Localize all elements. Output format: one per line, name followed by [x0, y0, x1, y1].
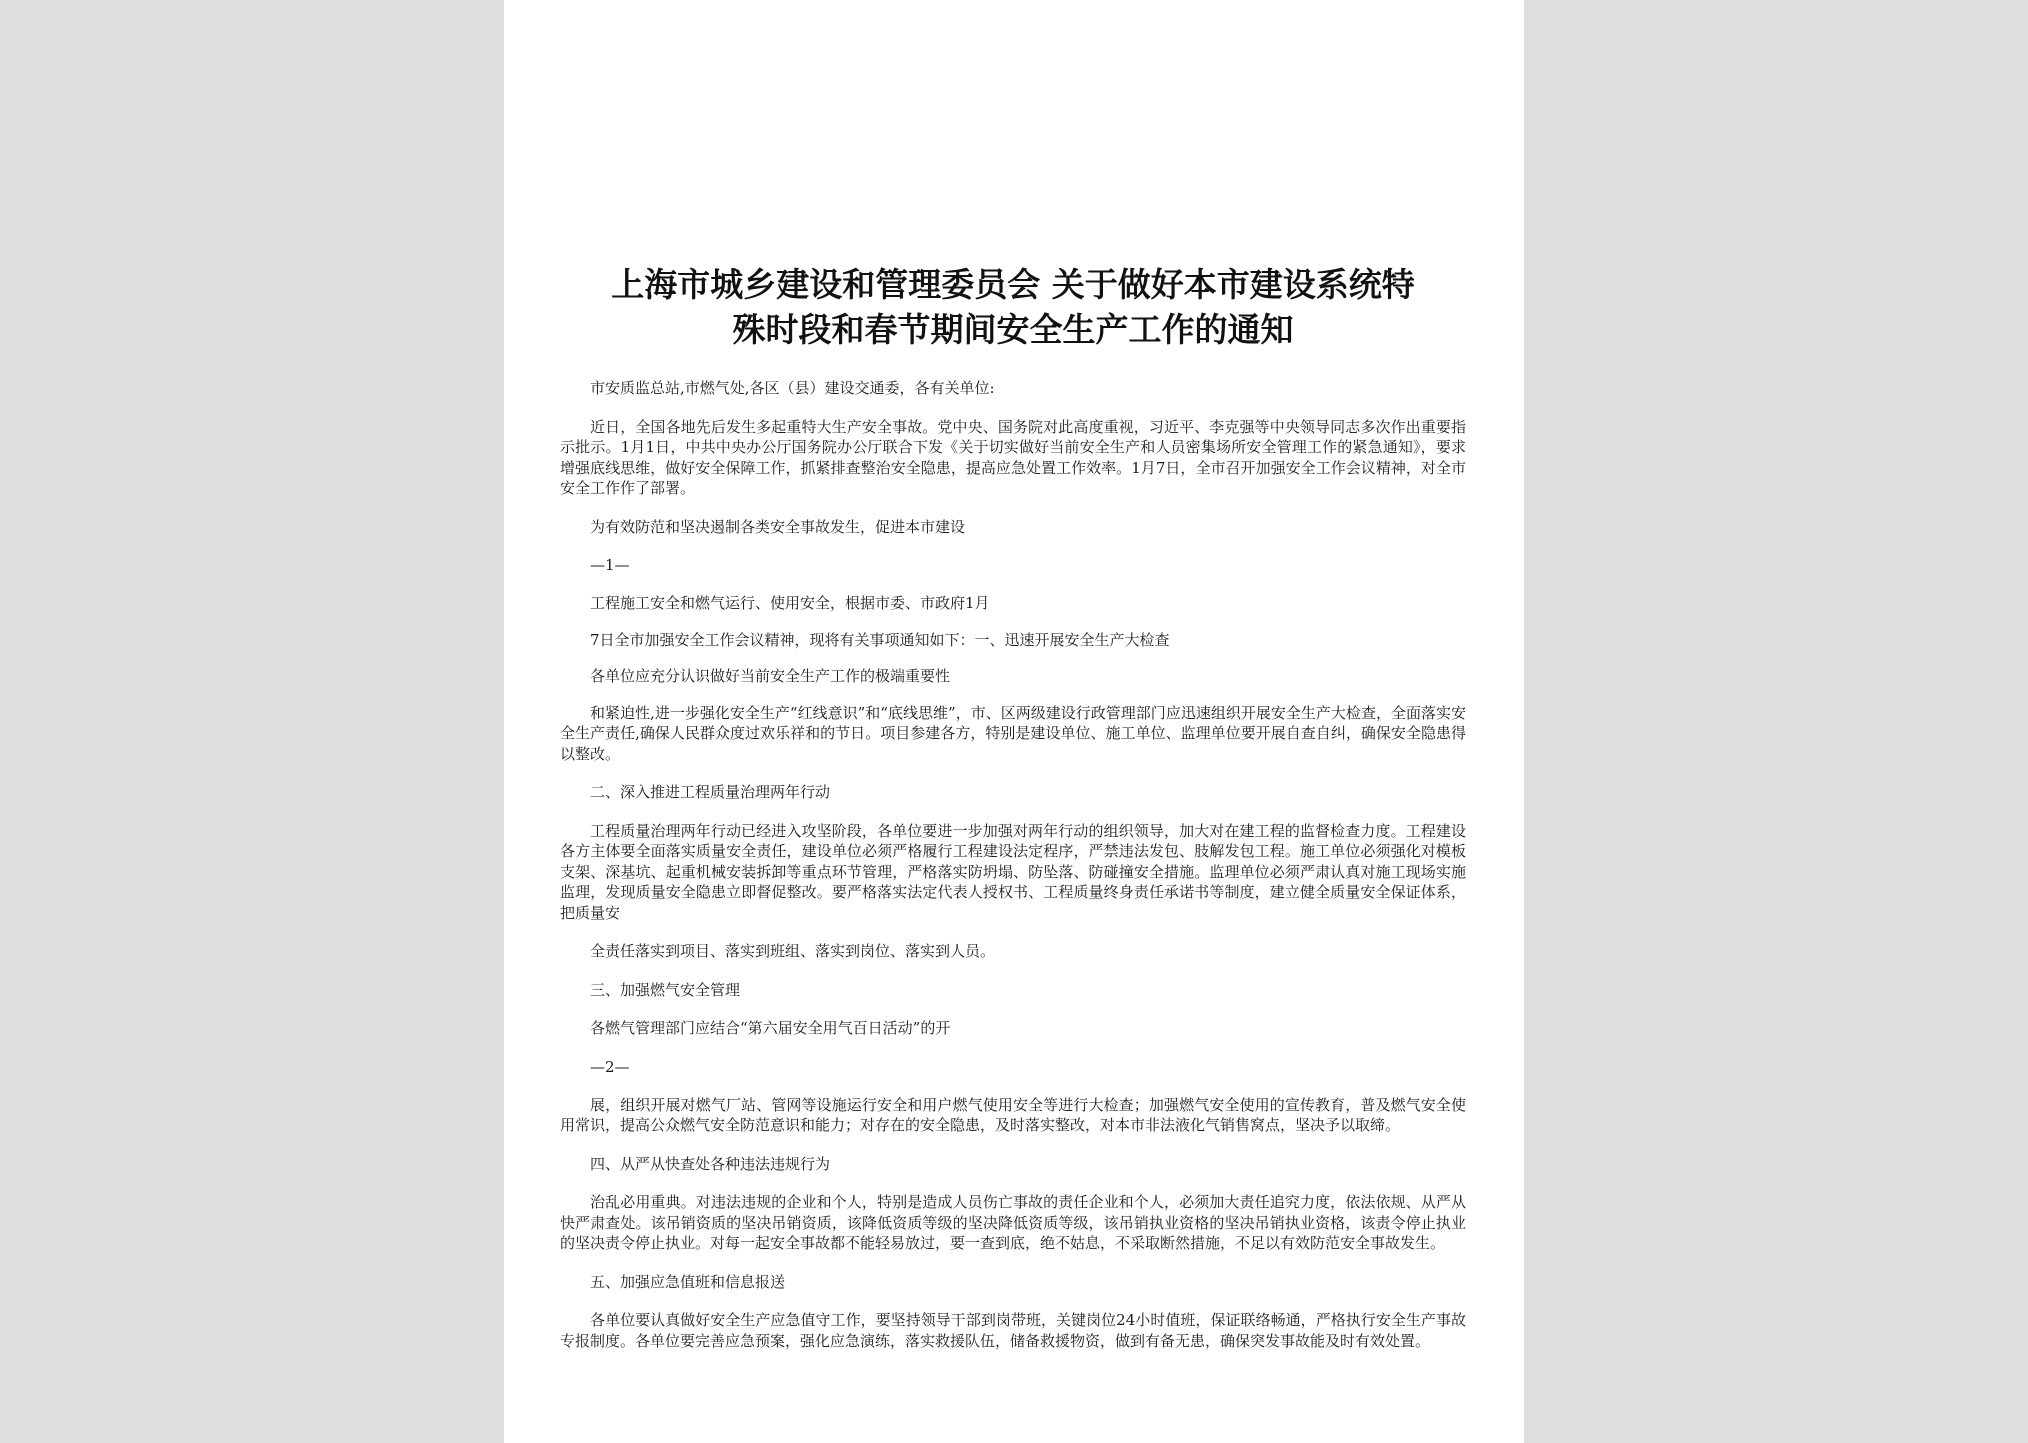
section-heading: 三、加强燃气安全管理 — [590, 980, 741, 999]
paragraph: 和紧迫性,进一步强化安全生产“红线意识”和“底线思维”，市、区两级建设行政管理部门应迅速组织开展安全生产大检查，全面落实安全生产责任,确保人民群众度过欢乐祥和的节日。项目参建各方，特别是建设单位、施工单位、监理单位要开展自查自纠，确保安全隐患得以整改。 — [560, 703, 1466, 763]
document-title — [560, 262, 1466, 352]
paragraph: 各单位要认真做好安全生产应急值守工作，要坚持领导干部到岗带班，关键岗位24小时值班，保证联络畅通，严格执行安全生产事故专报制度。各单位要完善应急预案，强化应急演练，落实救援队伍，储备救援物资，做到有备无患，确保突发事故能及时有效处置。 — [560, 1311, 1466, 1350]
section-heading: 四、从严从快查处各种违法违规行为 — [590, 1154, 831, 1173]
page-number: —2— — [590, 1057, 630, 1076]
paragraph: 为有效防范和坚决遏制各类安全事故发生，促进本市建设 — [590, 517, 966, 536]
paragraph: 全责任落实到项目、落实到班组、落实到岗位、落实到人员。 — [590, 942, 996, 960]
paragraph: 展，组织开展对燃气厂站、管网等设施运行安全和用户燃气使用安全等进行大检查；加强燃气安全使用的宣传教育，普及燃气安全使用常识，提高公众燃气安全防范意识和能力；对存在的安全隐患，及时落实整改，对本市非法液化气销售窝点，坚决予以取缔。 — [560, 1095, 1466, 1134]
page-number: —1— — [590, 556, 630, 574]
paragraph: 各燃气管理部门应结合“第六届安全用气百日活动”的开 — [590, 1019, 951, 1037]
paragraph: 工程施工安全和燃气运行、使用安全，根据市委、市政府1月 — [590, 594, 990, 612]
paragraph: 各单位应充分认识做好当前安全生产工作的极端重要性 — [590, 667, 951, 685]
title-line-1: 上海市城乡建设和管理委员会 关于做好本市建设系统特 — [611, 265, 1415, 304]
title-line-2: 殊时段和春节期间安全生产工作的通知 — [732, 310, 1294, 349]
section-heading: 二、深入推进工程质量治理两年行动 — [590, 783, 831, 801]
paragraph: 治乱必用重典。对违法违规的企业和个人，特别是造成人员伤亡事故的责任企业和个人，必须加大责任追究力度，依法依规、从严从快严肃查处。该吊销资质的坚决吊销资质，该降低资质等级的坚决降低资质等级，该吊销执业资格的坚决吊销执业资格，该责令停止执业的坚决责令停止执业。对每一起安全事故都不能轻易放过，要一查到底，绝不姑息，不采取断然措施，不足以有效防范安全事故发生。 — [560, 1193, 1466, 1252]
document-page — [504, 0, 1524, 1443]
paragraph: 近日，全国各地先后发生多起重特大生产安全事故。党中央、国务院对此高度重视，习近平、李克强等中央领导同志多次作出重要指示批示。1月1日，中共中央办公厅国务院办公厅联合下发《关于切实做好当前安全生产和人员密集场所安全管理工作的紧急通知》，要求增强底线思维，做好安全保障工作，抓紧排查整治安全隐患，提高应急处置工作效率。1月7日，全市召开加强安全工作会议精神，对全市安全工作作了部署。 — [560, 417, 1466, 497]
section-heading: 五、加强应急值班和信息报送 — [590, 1272, 786, 1291]
paragraph: 工程质量治理两年行动已经进入攻坚阶段，各单位要进一步加强对两年行动的组织领导，加大对在建工程的监督检查力度。工程建设各方主体要全面落实质量安全责任，建设单位必须严格履行工程建设法定程序，严禁违法发包、肢解发包工程。施工单位必须强化对模板支架、深基坑、起重机械安装拆卸等重点环节管理，严格落实防坍塌、防坠落、防碰撞安全措施。监理单位必须严肃认真对施工现场实施监理，发现质量安全隐患立即督促整改。要严格落实法定代表人授权书、工程质量终身责任承诺书等制度，建立健全质量安全保证体系，把质量安 — [560, 821, 1466, 922]
addressee: 市安质监总站,市燃气处,各区（县）建设交通委，各有关单位: — [590, 379, 995, 397]
paragraph: 7日全市加强安全工作会议精神，现将有关事项通知如下：一、迅速开展安全生产大检查 — [590, 630, 1170, 649]
